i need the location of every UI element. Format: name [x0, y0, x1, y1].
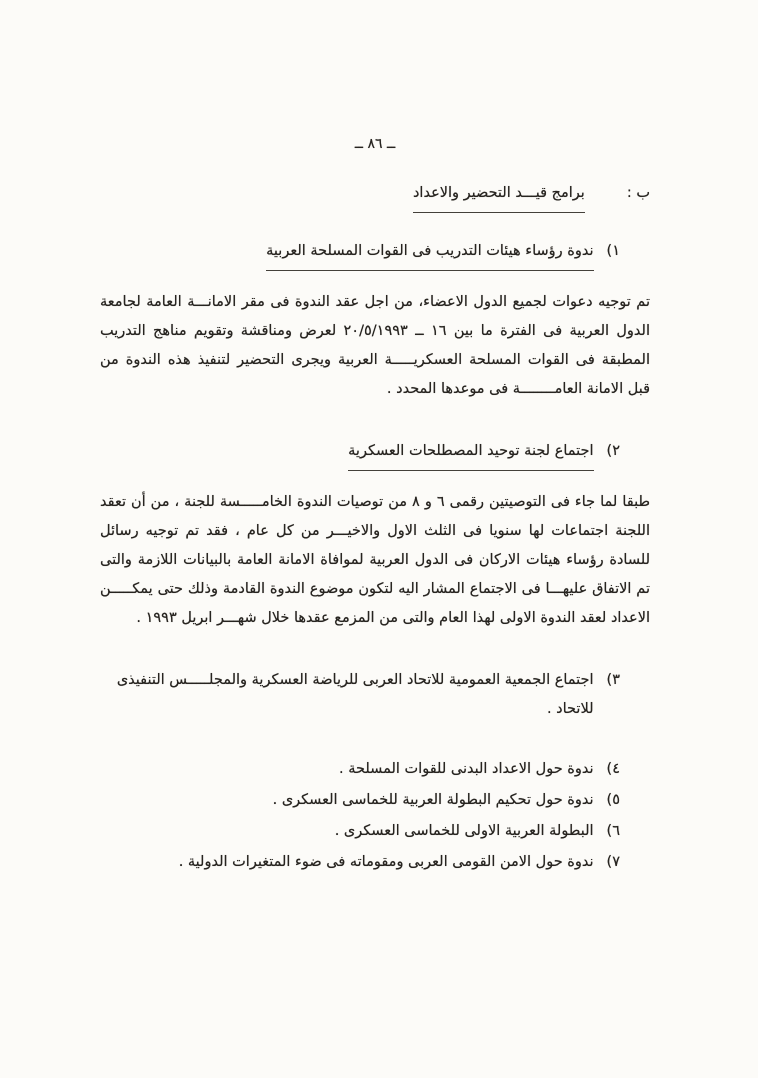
- item-5-title: ندوة حول تحكيم البطولة العربية للخماسى العسكرى .: [272, 792, 594, 808]
- item-5-heading: [100, 786, 650, 815]
- item-1-title: ندوة رؤساء هيئات التدريب فى القوات المسلحة العربية: [266, 237, 593, 271]
- item-1-heading: [100, 237, 650, 271]
- item-7-heading: [100, 848, 650, 877]
- list-item-1: [100, 237, 650, 404]
- item-4-title: ندوة حول الاعداد البدنى للقوات المسلحة .: [339, 761, 594, 777]
- item-2-number: ٢): [606, 443, 620, 459]
- item-3-heading: [100, 666, 650, 724]
- item-2-body: طبقا لما جاء فى التوصيتين رقمى ٦ و ٨ من توصيات الندوة الخامـــــسة للجنة ، من أن تعقد اللجنة اجتماعات لها سنويا فى الثلث الاول والاخيـــر من كل عام ، فقد تم توجيه رسائل للسادة رؤساء هيئات الاركان فى الدول العربية لموافاة الامانة العامة بالبيانات اللازمة والتى تم الاتفاق عليهـــا فى الاجتماع المشار اليه لتكون موضوع الندوة القادمة وذلك حتى يمكـــــن الاعداد لعقد الندوة الاولى لهذا العام والتى من المزمع عقدها خلال شهـــر ابريل ١٩٩٣ .: [100, 494, 650, 626]
- item-7-title: ندوة حول الامن القومى العربى ومقوماته فى ضوء المتغيرات الدولية .: [178, 854, 594, 870]
- page-number: ــ ٨٦ ــ: [354, 136, 396, 152]
- item-2-heading: [100, 437, 650, 471]
- list-item-6: [100, 817, 650, 846]
- list-item-7: [100, 848, 650, 877]
- item-4-heading: [100, 755, 650, 784]
- list-item-3: [100, 666, 650, 724]
- section-heading: [100, 179, 650, 213]
- item-1-body: تم توجيه دعوات لجميع الدول الاعضاء، من اجل عقد الندوة فى مقر الامانـــة العامة لجامعة الدول العربية فى الفترة ما بين ١٦ ــ ٢٠/٥/١٩٩٣ لعرض ومناقشة وتقويم مناهج التدريب المطبقة فى القوات المسلحة العسكريـــــة العربية ويجرى التحضير لتنفيذ هذه الندوة من قبل الامانة العامــــــــة فى موعدها المحدد .: [100, 294, 650, 397]
- list-item-2: [100, 437, 650, 633]
- section-letter: ب :: [626, 185, 650, 201]
- item-4-number: ٤): [606, 761, 620, 777]
- item-6-heading: [100, 817, 650, 846]
- section-title: برامج قيـــد التحضير والاعداد: [413, 179, 585, 213]
- list-item-5: [100, 786, 650, 815]
- item-5-number: ٥): [606, 792, 620, 808]
- item-3-number: ٣): [606, 672, 620, 688]
- item-7-number: ٧): [606, 854, 620, 870]
- item-3-title: اجتماع الجمعية العمومية للاتحاد العربى للرياضة العسكرية والمجلـــــس التنفيذى للاتحاد .: [116, 672, 594, 717]
- item-6-number: ٦): [606, 823, 620, 839]
- list-item-4: [100, 755, 650, 784]
- item-1-number: ١): [606, 243, 620, 259]
- item-2-title: اجتماع لجنة توحيد المصطلحات العسكرية: [348, 437, 593, 471]
- item-6-title: البطولة العربية الاولى للخماسى العسكرى .: [334, 823, 594, 839]
